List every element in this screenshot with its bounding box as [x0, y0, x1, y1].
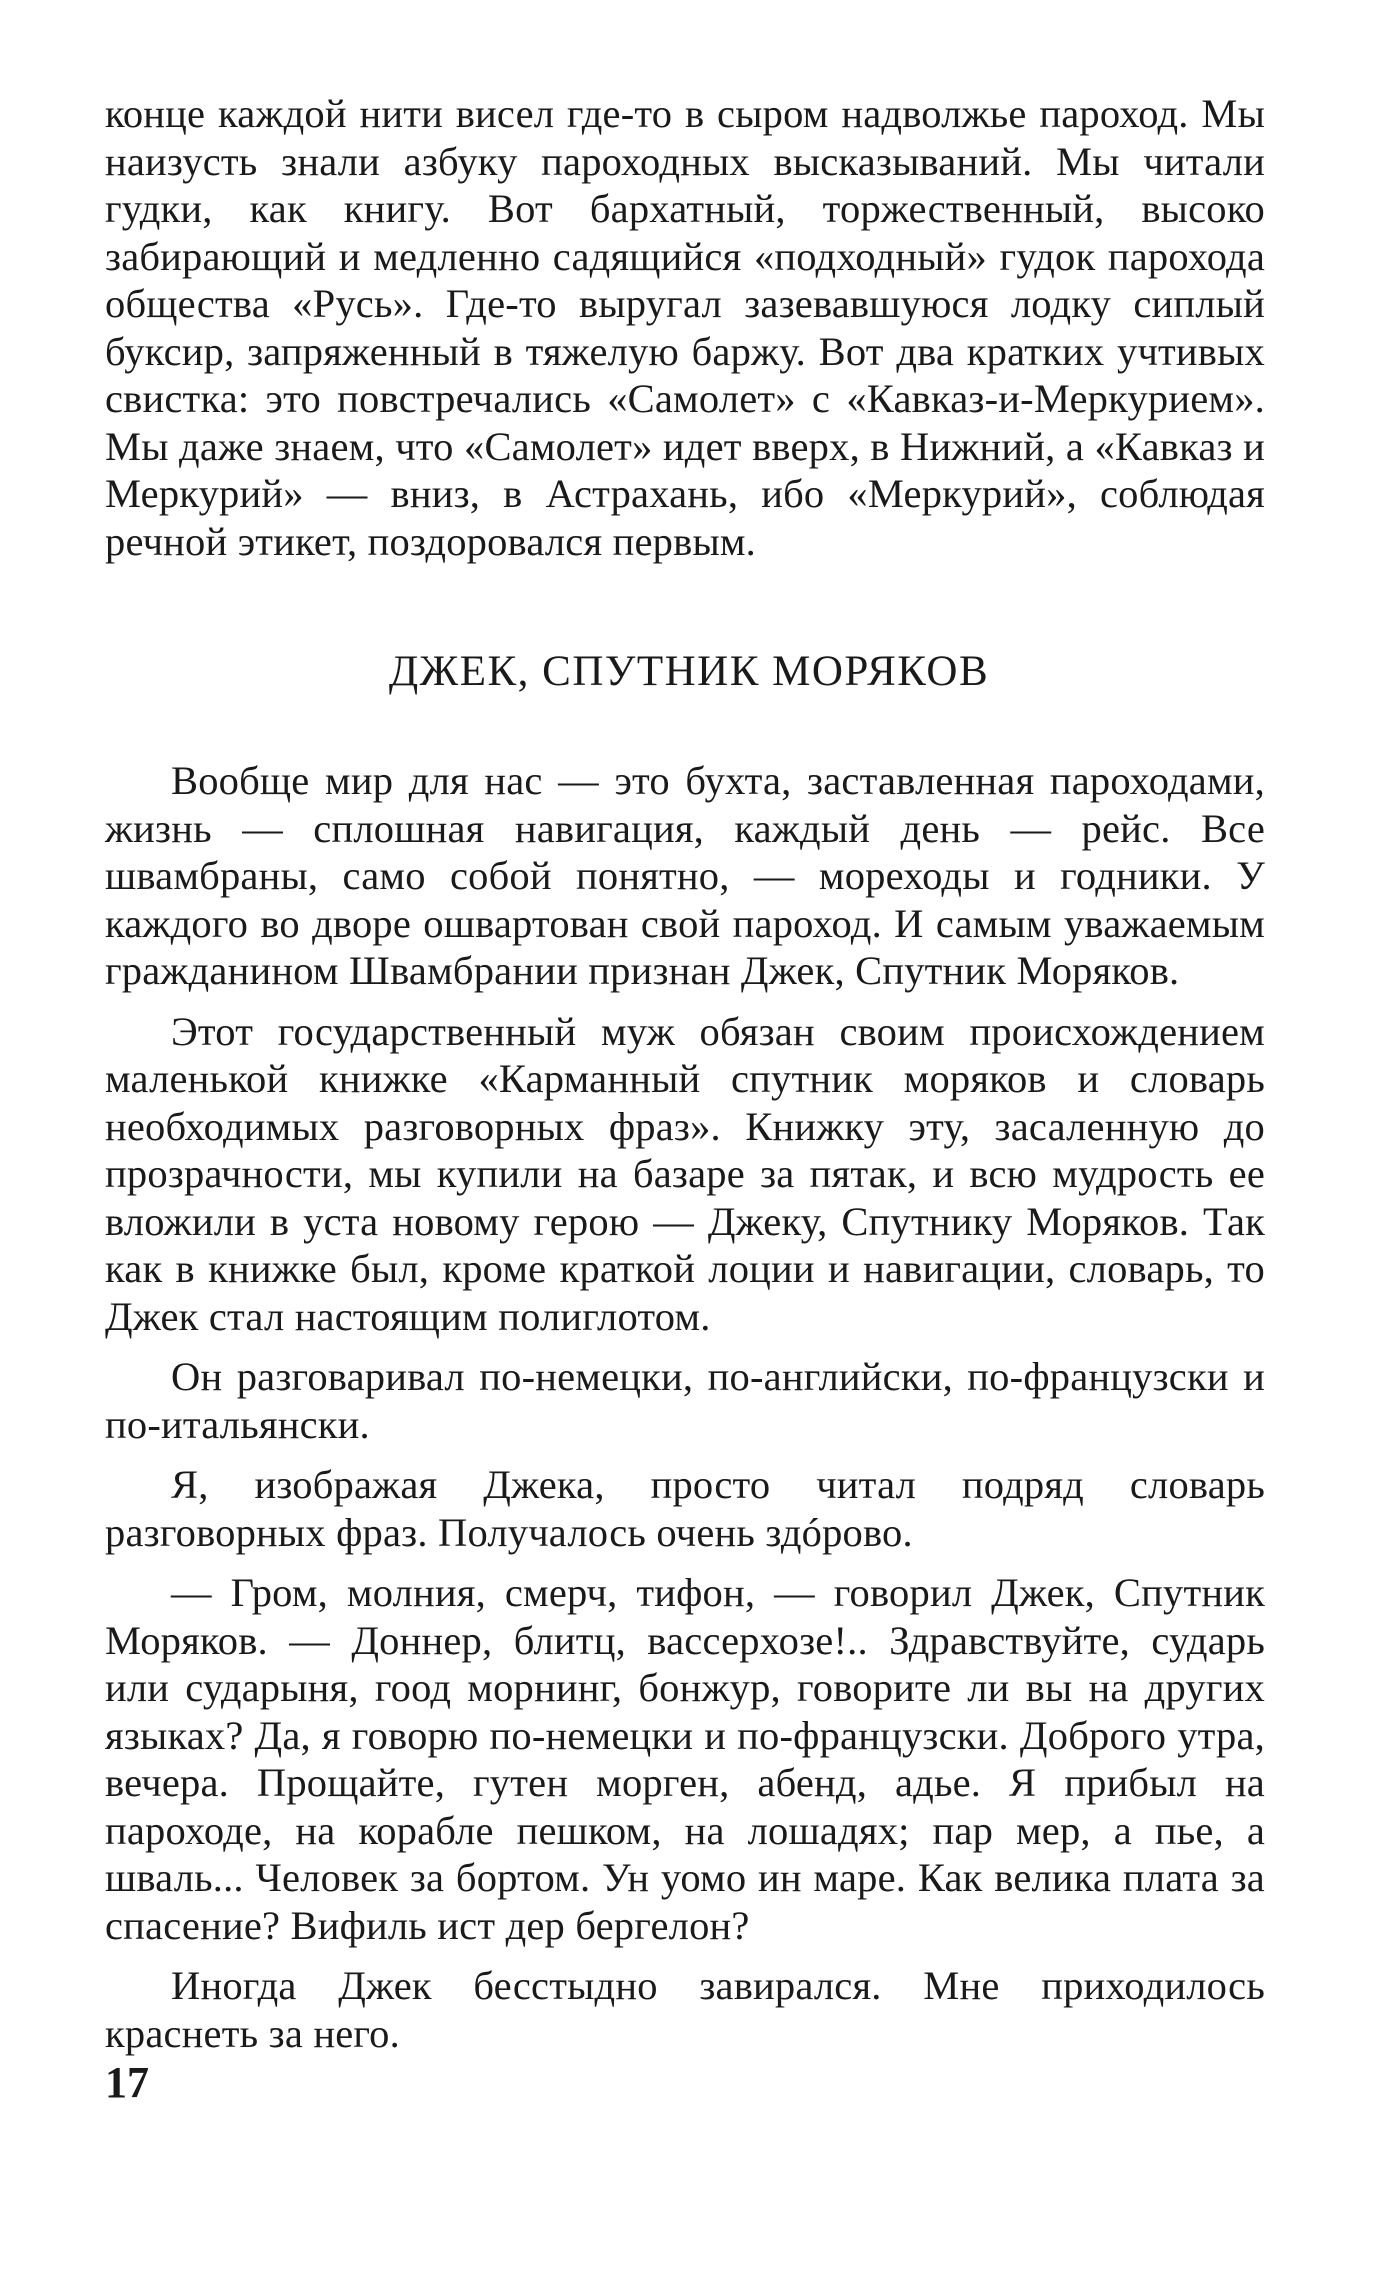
paragraph: Вообще мир для нас — это бухта, заставленная пароходами, жизнь — сплошная навигация, каждый день — рейс. Все швамбраны, само собой понятно, — мореходы и годники. У каждого во дворе ошвартован свой пароход. И самым уважаемым гражданином Швамбрании признан Джек, Спутник Моряков.	[105, 758, 1265, 993]
chapter-heading: ДЖЕК, СПУТНИК МОРЯКОВ	[388, 648, 990, 695]
paragraph: Этот государственный муж обязан своим происхождением маленькой книжке «Карманный спутник моряков и словарь необходимых разговорных фраз». Книжку эту, засаленную до прозрачности, мы купили на базаре за пятак, и всю мудрость ее вложили в уста новому герою — Джеку, Спутнику Моряков. Так как в книжке был, кроме краткой лоции и навигации, словарь, то Джек стал настоящим полиглотом.	[105, 1008, 1265, 1339]
page-content	[105, 90, 1265, 2057]
page-number: 17	[105, 2058, 149, 2107]
paragraph-continued: конце каждой нити висел где-то в сыром надволжье пароход. Мы наизусть знали азбуку пароходных высказываний. Мы читали гудки, как книгу. Вот бархатный, торжественный, высоко забирающий и медленно садящийся «подходный» гудок парохода общества «Русь». Где-то выругал зазевавшуюся лодку сиплый буксир, запряженный в тяжелую баржу. Вот два кратких учтивых свистка: это повстречались «Самолет» с «Кавказ-и-Меркурием». Мы даже знаем, что «Самолет» идет вверх, в Нижний, а «Кавказ и Меркурий» — вниз, в Астрахань, ибо «Меркурий», соблюдая речной этикет, поздоровался первым.	[105, 91, 1265, 564]
paragraph: Он разговаривал по-немецки, по-английски, по-французски и по-итальянски.	[105, 1354, 1265, 1447]
paragraph: Иногда Джек бесстыдно завирался. Мне приходилось краснеть за него.	[105, 1963, 1265, 2056]
paragraph: Я, изображая Джека, просто читал подряд словарь разговорных фраз. Получалось очень здóрово.	[105, 1462, 1265, 1555]
paragraph: — Гром, молния, смерч, тифон, — говорил Джек, Спутник Моряков. — Доннер, блитц, вассерхозе!.. Здравствуйте, сударь или сударыня, гоод морнинг, бонжур, говорите ли вы на других языках? Да, я говорю по-немецки и по-французски. Доброго утра, вечера. Прощайте, гутен морген, абенд, адье. Я прибыл на пароходе, на корабле пешком, на лошадях; пар мер, а пье, а шваль... Человек за бортом. Ун уомо ин маре. Как велика плата за спасение? Вифиль ист дер бергелон?	[105, 1570, 1265, 1948]
